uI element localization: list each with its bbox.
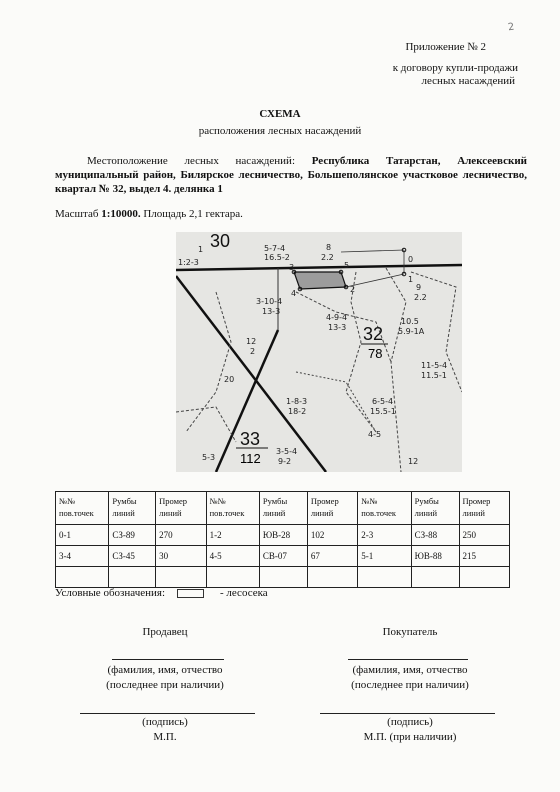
buyer-name-line bbox=[348, 659, 468, 660]
map-label: 13-3 bbox=[262, 307, 281, 316]
turn-point-label: 3 bbox=[289, 263, 295, 272]
scale-label: Масштаб bbox=[55, 208, 99, 220]
map-label: 13-3 bbox=[328, 323, 347, 332]
map-label: 10.5 bbox=[401, 317, 419, 326]
buyer-name-hint: (фамилия, имя, отчество bbox=[352, 664, 468, 676]
area-text: Площадь 2,1 гектара. bbox=[143, 208, 243, 220]
buyer-signature-line bbox=[320, 713, 495, 714]
table-header-cell: Румбы линий bbox=[109, 492, 156, 525]
turn-point-label: 0 bbox=[408, 255, 414, 264]
map-label: 2.2 bbox=[321, 253, 334, 262]
table-cell: ЮВ-88 bbox=[411, 546, 459, 567]
forest-plot-map bbox=[176, 232, 462, 472]
legend-item: - лесосека bbox=[220, 587, 268, 599]
handwritten-page-number: 2 bbox=[507, 21, 516, 34]
table-cell: 0-1 bbox=[56, 525, 109, 546]
legend-label: Условные обозначения: bbox=[55, 587, 166, 599]
appendix-contract: к договору купли-продажи bbox=[392, 62, 518, 74]
quarter-32-sub: 78 bbox=[368, 346, 383, 361]
map-label: 9-2 bbox=[278, 457, 292, 466]
table-header-cell: Румбы линий bbox=[411, 492, 459, 525]
map-label: 4-5 bbox=[368, 430, 382, 439]
table-cell bbox=[109, 567, 156, 588]
map-label: 3-10-4 bbox=[256, 297, 283, 306]
table-cell bbox=[307, 567, 357, 588]
table-cell bbox=[411, 567, 459, 588]
seller-name-hint2: (последнее при наличии) bbox=[106, 679, 224, 691]
table-cell: 102 bbox=[307, 525, 357, 546]
table-cell bbox=[206, 567, 259, 588]
map-label: 12 bbox=[246, 337, 257, 346]
table-cell: СЗ-89 bbox=[109, 525, 156, 546]
table-header-cell: Промер линий bbox=[307, 492, 357, 525]
map-label: 2.2 bbox=[414, 293, 427, 302]
map-label: 1:2-3 bbox=[178, 258, 199, 267]
seller-title: Продавец bbox=[142, 626, 188, 638]
turn-point-label: 4 bbox=[291, 289, 297, 298]
table-row bbox=[56, 525, 510, 546]
table-cell: 250 bbox=[459, 525, 510, 546]
buyer-sign-hint: (подпись) bbox=[387, 716, 433, 728]
appendix-subject: лесных насаждений bbox=[421, 75, 515, 87]
map-label: 11-5-4 bbox=[421, 361, 448, 370]
buyer-name-hint2: (последнее при наличии) bbox=[351, 679, 469, 691]
map-label: 5-7-4 bbox=[264, 244, 286, 253]
map-label: 9 bbox=[416, 283, 422, 292]
table-cell: 4-5 bbox=[206, 546, 259, 567]
seller-sign-hint: (подпись) bbox=[142, 716, 188, 728]
map-label: 11.5-1 bbox=[421, 371, 447, 380]
table-cell bbox=[156, 567, 206, 588]
map-label: 5.9-1А bbox=[398, 327, 425, 336]
table-cell: 1-2 bbox=[206, 525, 259, 546]
table-header-row bbox=[56, 492, 510, 525]
table-header-cell: №№ пов.точек bbox=[358, 492, 411, 525]
map-label: 12 bbox=[408, 457, 419, 466]
legend-cutting-area-symbol bbox=[177, 589, 204, 598]
quarter-32-label: 32 bbox=[363, 324, 384, 344]
quarter-33-label: 33 bbox=[240, 429, 261, 449]
buyer-title: Покупатель bbox=[382, 626, 438, 638]
table-header-cell: №№ пов.точек bbox=[56, 492, 109, 525]
turn-point-label: 1 bbox=[408, 275, 414, 284]
table-row bbox=[56, 546, 510, 567]
location-paragraph bbox=[55, 154, 527, 196]
map-label: 8 bbox=[326, 243, 332, 252]
map-label: 16.5-2 bbox=[264, 253, 290, 262]
table-header-cell: Промер линий bbox=[156, 492, 206, 525]
map-label: 15.5-1 bbox=[370, 407, 396, 416]
buyer-stamp: М.П. (при наличии) bbox=[363, 731, 457, 743]
table-cell bbox=[259, 567, 307, 588]
map-label: 20 bbox=[224, 375, 235, 384]
table-cell: СЗ-88 bbox=[411, 525, 459, 546]
map-label: 5-3 bbox=[202, 453, 216, 462]
scale-value: 1:10000. bbox=[101, 208, 141, 220]
table-cell: 270 bbox=[156, 525, 206, 546]
map-drawing bbox=[176, 232, 462, 472]
table-header-cell: Румбы линий bbox=[259, 492, 307, 525]
scale-line bbox=[55, 208, 243, 221]
map-label: 4-9-4 bbox=[326, 313, 348, 322]
table-row bbox=[56, 567, 510, 588]
table-cell: 2-3 bbox=[358, 525, 411, 546]
table-header-cell: №№ пов.точек bbox=[206, 492, 259, 525]
seller-name-hint: (фамилия, имя, отчество bbox=[107, 664, 223, 676]
table-cell: СЗ-45 bbox=[109, 546, 156, 567]
table-cell: СВ-07 bbox=[259, 546, 307, 567]
table-cell: 30 bbox=[156, 546, 206, 567]
table-header-cell: Промер линий bbox=[459, 492, 510, 525]
table-cell: ЮВ-28 bbox=[259, 525, 307, 546]
location-label: Местоположение лесных насаждений: bbox=[87, 155, 295, 167]
table-cell: 215 bbox=[459, 546, 510, 567]
document-subtitle: расположения лесных насаждений bbox=[198, 125, 362, 137]
map-label: 6-5-4 bbox=[372, 397, 394, 406]
seller-stamp: М.П. bbox=[153, 731, 177, 743]
rumb-table bbox=[55, 491, 510, 588]
map-label: 3-5-4 bbox=[276, 447, 298, 456]
table-cell bbox=[459, 567, 510, 588]
table-cell bbox=[56, 567, 109, 588]
map-label: 1 bbox=[198, 245, 204, 254]
seller-name-line bbox=[112, 659, 224, 660]
appendix-number: Приложение № 2 bbox=[405, 41, 486, 53]
location-value: Республика Татарстан, Алексеевский муниципальный район, Билярское лесничество, Большеполянское участковое лесничество, квартал № 32, выдел 4. делянка 1 bbox=[55, 155, 528, 195]
map-label: 1-8-3 bbox=[286, 397, 308, 406]
quarter-33-sub: 112 bbox=[240, 451, 261, 466]
seller-signature-line bbox=[80, 713, 255, 714]
map-label: 2 bbox=[250, 347, 256, 356]
document-title: СХЕМА bbox=[259, 108, 301, 120]
map-label: 18-2 bbox=[288, 407, 307, 416]
quarter-30-label: 30 bbox=[210, 232, 231, 251]
table-cell: 67 bbox=[307, 546, 357, 567]
turn-point-label: 5 bbox=[344, 261, 350, 270]
turn-point-label: 2 bbox=[350, 285, 356, 294]
table-cell: 5-1 bbox=[358, 546, 411, 567]
table-cell bbox=[358, 567, 411, 588]
table-cell: 3-4 bbox=[56, 546, 109, 567]
